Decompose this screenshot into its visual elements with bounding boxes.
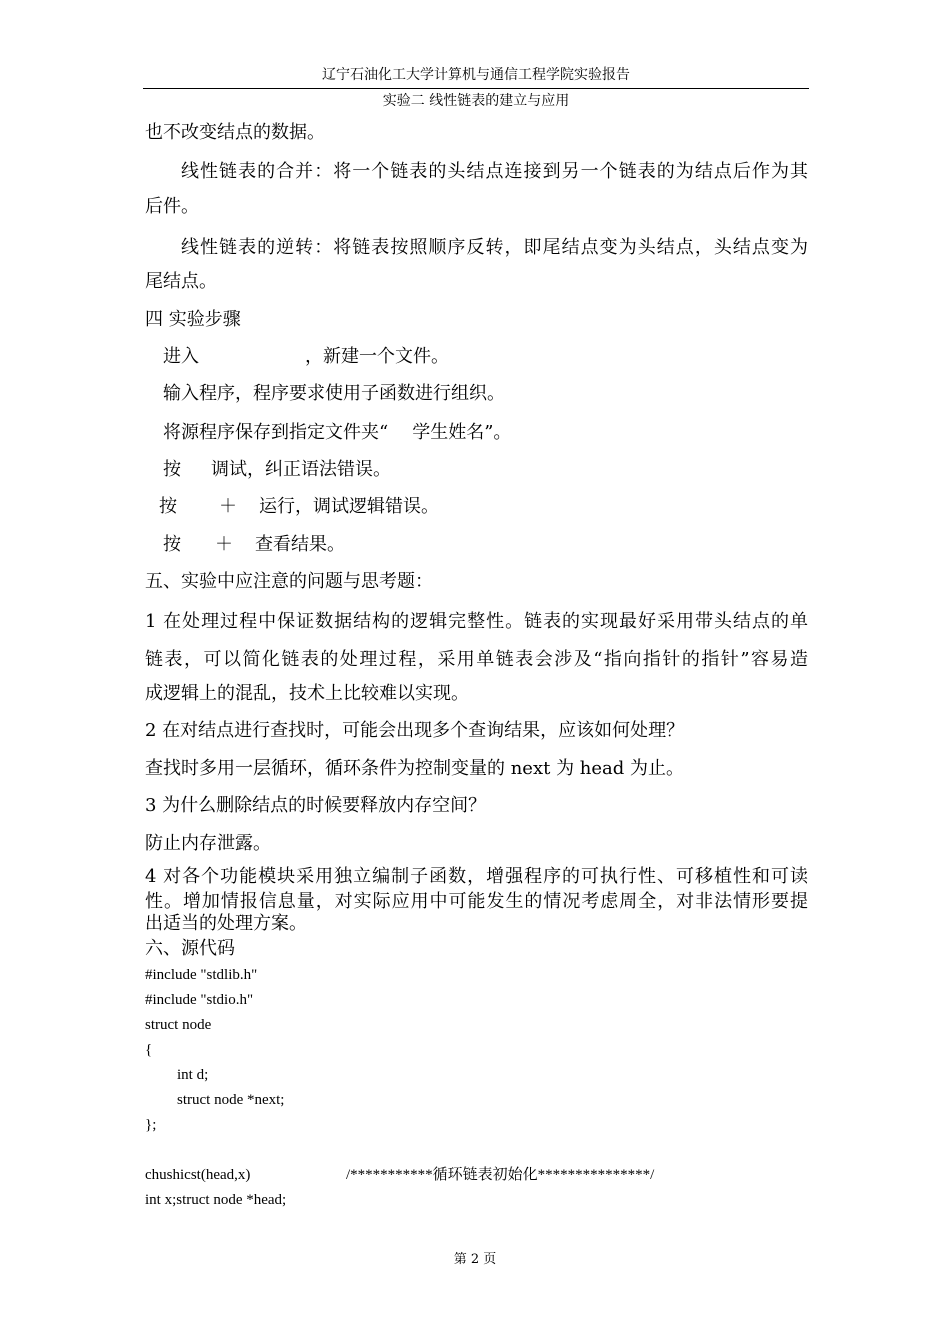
code-line-open-brace: { <box>145 1042 153 1058</box>
section-6-title: 六、源代码 <box>145 938 235 959</box>
experiment-title: 实验二 线性链表的建立与应用 <box>382 93 570 109</box>
step-5-suffix: 运行，调试逻辑错误。 <box>259 496 439 517</box>
step-6 <box>163 533 345 557</box>
answer-3: 防止内存泄露。 <box>145 833 271 854</box>
page-number: 第 2 页 <box>453 1252 497 1267</box>
step-4-suffix: 调试，纠正语法错误。 <box>211 459 391 480</box>
step-5 <box>159 495 439 519</box>
question-1-line-3: 成逻辑上的混乱，技术上比较难以实现。 <box>145 683 469 704</box>
code-line-function-signature: chushicst(head,x) <box>145 1167 251 1183</box>
step-2: 输入程序，程序要求使用子函数进行组织。 <box>163 383 505 404</box>
question-4-line-1: 4 对各个功能模块采用独立编制子函数，增强程序的可执行性、可移植性和可读 <box>145 866 808 887</box>
step-4 <box>163 458 391 482</box>
step-5-prefix: 按 <box>159 496 177 517</box>
step-1-suffix: ，新建一个文件。 <box>305 346 449 367</box>
question-4-line-3: 出适当的处理方案。 <box>145 913 307 934</box>
code-line-int-d: int d; <box>177 1067 209 1083</box>
step-5-plus: ＋ <box>219 496 237 517</box>
code-line-include-stdio: #include "stdio.h" <box>145 992 254 1008</box>
code-line-include-stdlib: #include "stdlib.h" <box>145 967 258 983</box>
question-2: 2 在对结点进行查找时，可能会出现多个查询结果，应该如何处理？ <box>145 720 685 741</box>
reverse-paragraph-line-1: 线性链表的逆转：将链表按照顺序反转，即尾结点变为头结点，头结点变为 <box>181 237 808 258</box>
header-rule <box>143 88 809 89</box>
step-6-prefix: 按 <box>163 534 181 555</box>
reverse-paragraph-line-2: 尾结点。 <box>145 271 217 292</box>
question-3: 3 为什么删除结点的时候要释放内存空间？ <box>145 795 487 816</box>
section-5-title: 五、实验中应注意的问题与思考题： <box>145 571 433 592</box>
code-line-comment: /***********循环链表初始化***************/ <box>346 1167 655 1183</box>
page-header: 辽宁石油化工大学计算机与通信工程学院实验报告 <box>322 67 630 83</box>
answer-2: 查找时多用一层循环，循环条件为控制变量的 next 为 head 为止。 <box>145 758 685 779</box>
section-4-title: 四 实验步骤 <box>145 309 241 330</box>
paragraph-continuation: 也不改变结点的数据。 <box>145 122 325 143</box>
code-line-next-pointer: struct node *next; <box>177 1092 285 1108</box>
code-line-close-brace: }; <box>145 1117 157 1133</box>
step-1 <box>163 345 449 369</box>
step-3-prefix: 将源程序保存到指定文件夹“ <box>163 422 389 443</box>
code-line-struct-node: struct node <box>145 1017 212 1033</box>
merge-paragraph-line-1: 线性链表的合并：将一个链表的头结点连接到另一个链表的为结点后作为其 <box>181 161 808 182</box>
step-3-suffix: 学生姓名”。 <box>412 422 512 443</box>
code-line-params: int x;struct node *head; <box>145 1192 287 1208</box>
question-1-line-1: 1 在处理过程中保证数据结构的逻辑完整性。链表的实现最好采用带头结点的单 <box>145 611 808 632</box>
step-6-plus: ＋ <box>215 534 233 555</box>
step-3 <box>163 421 511 445</box>
question-4-line-2: 性。增加情报信息量，对实际应用中可能发生的情况考虑周全，对非法情形要提 <box>145 891 808 912</box>
merge-paragraph-line-2: 后件。 <box>145 196 199 217</box>
question-1-line-2: 链表，可以简化链表的处理过程，采用单链表会涉及“指向指针的指针”容易造 <box>145 649 808 670</box>
step-6-suffix: 查看结果。 <box>255 534 345 555</box>
step-1-prefix: 进入 <box>163 346 199 367</box>
step-4-prefix: 按 <box>163 459 181 480</box>
